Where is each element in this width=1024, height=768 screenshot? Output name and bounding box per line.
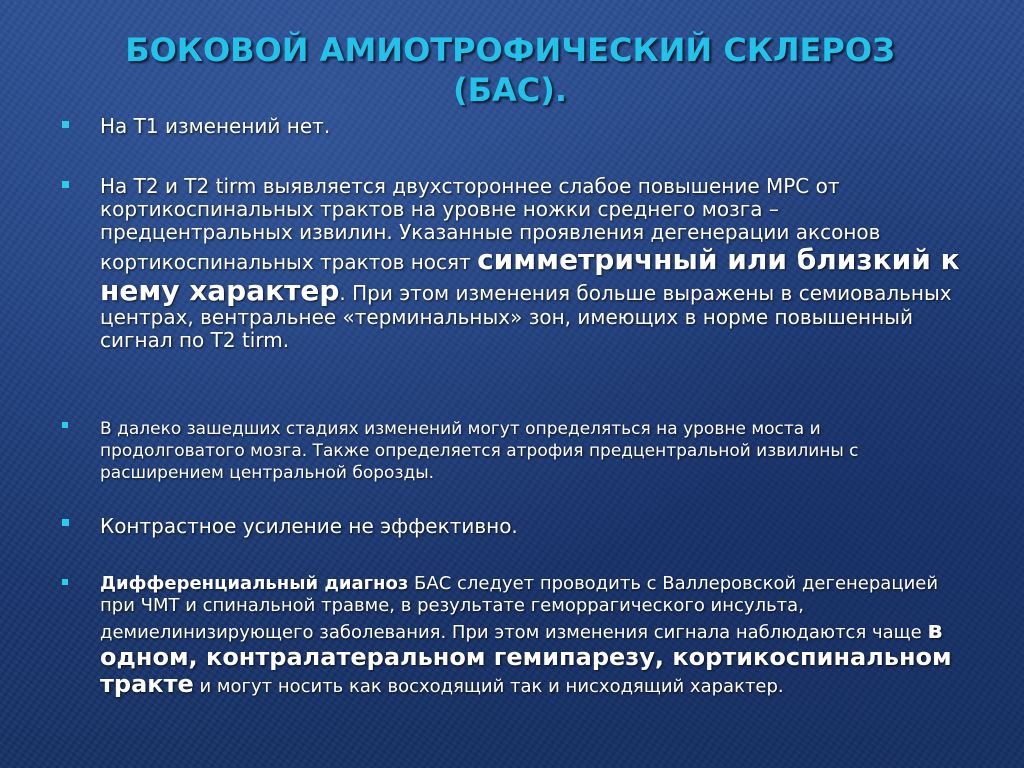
bullet-item-late-stages xyxy=(100,418,970,484)
bullet-item-contrast xyxy=(100,512,970,540)
bullet-item-t1 xyxy=(100,112,970,140)
bullet-item-t2 xyxy=(100,175,970,352)
bullet-emphasis: симметричный или близкий к нему характер xyxy=(100,243,960,307)
bullet-emphasis: в одном, контралатеральном гемипарезу, кортикоспинальном тракте xyxy=(100,616,952,698)
bullet-text: БАС следует проводить с Валлеровской дегенерацией при ЧМТ и спинальной травме, в результате геморрагического инсульта, демиелинизирующего заболевания. При этом изменения сигнала наблюдаются чаще xyxy=(100,573,939,643)
square-bullet-icon xyxy=(62,181,69,188)
square-bullet-icon xyxy=(62,121,69,128)
bullet-text: На Т1 изменений нет. xyxy=(100,114,331,138)
bullet-item-differential xyxy=(100,573,970,698)
bullet-text-continued: . При этом изменения больше выражены в семиовальных центрах, вентральнее «терминальных» зон, имеющих в норме повышенный сигнал по Т2 tirm. xyxy=(100,281,952,352)
bullet-text: В далеко зашедших стадиях изменений могут определяться на уровне моста и продолговатого мозга. Также определяется атрофия предцентральной извилины с расширением центральной борозды. xyxy=(100,419,859,483)
square-bullet-icon xyxy=(62,579,68,585)
title-line-1: БОКОВОЙ АМИОТРОФИЧЕСКИЙ СКЛЕРОЗ xyxy=(125,31,895,69)
bullet-text-continued: и могут носить как восходящий так и нисходящий характер. xyxy=(193,676,784,697)
bullet-text: Контрастное усиление не эффективно. xyxy=(100,514,518,538)
bullet-text: На Т2 и Т2 tirm выявляется двухстороннее слабое повышение МРС от кортикоспинальных трактов на уровне ножки среднего мозга – предцентральных извилин. Указанные проявления дегенерации аксонов кортикоспинальных трактов носят xyxy=(100,174,881,274)
square-bullet-icon xyxy=(62,519,69,526)
bullet-lead: Дифференциальный диагноз xyxy=(100,573,409,594)
square-bullet-icon xyxy=(62,422,68,428)
title-line-2: (БАС). xyxy=(452,71,568,109)
